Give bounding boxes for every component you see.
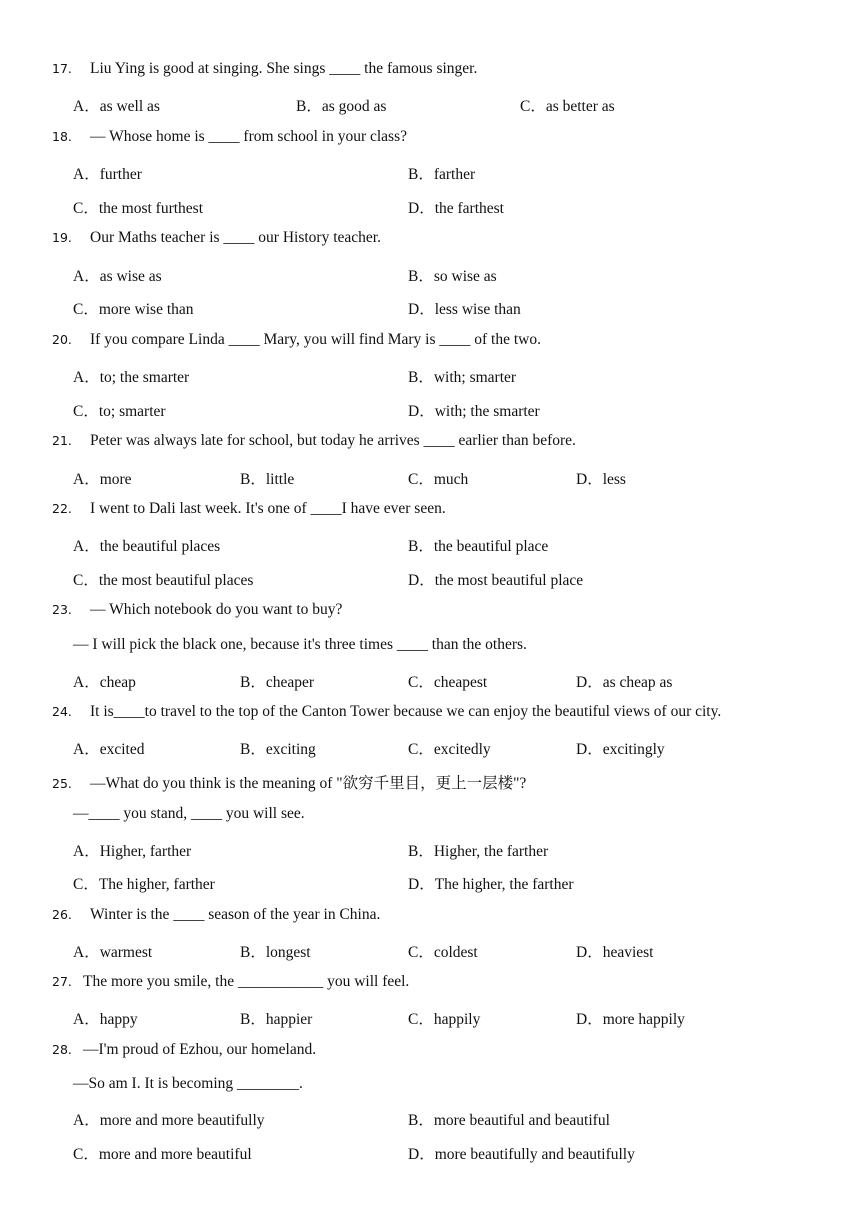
option-b[interactable]: B．happier [240,1011,313,1028]
option-c[interactable]: C．more and more beautiful [73,1146,252,1163]
question-number: 17. [52,61,72,76]
question-stem: — Which notebook do you want to buy? [90,601,343,618]
option-d[interactable]: D．with; the smarter [408,403,540,420]
question-17 [52,60,477,78]
question-stem: —What do you think is the meaning of "欲穷千里目，更上一层楼"? [90,775,527,792]
option-a[interactable]: A．further [73,166,142,183]
option-d[interactable]: D．excitingly [576,741,665,758]
question-26 [52,906,380,924]
question-number: 22. [52,501,72,516]
option-d[interactable]: D．The higher, the farther [408,876,574,893]
option-b[interactable]: B．longest [240,944,311,961]
option-c[interactable]: C．excitedly [408,741,491,758]
option-d[interactable]: D．as cheap as [576,674,673,691]
option-c[interactable]: C．to; smarter [73,403,166,420]
question-24 [52,703,721,721]
option-b[interactable]: B．farther [408,166,476,183]
question-21 [52,432,576,450]
option-b[interactable]: B．so wise as [408,268,497,285]
option-d[interactable]: D．less wise than [408,301,521,318]
question-27 [52,973,409,991]
question-stem: I went to Dali last week. It's one of ____I have ever seen. [90,500,446,517]
question-number: 26. [52,907,72,922]
question-number: 27. [52,974,72,989]
question-stem: If you compare Linda ____ Mary, you will find Mary is ____ of the two. [90,331,541,348]
option-b[interactable]: B．little [240,471,295,488]
option-b[interactable]: B．Higher, the farther [408,843,549,860]
question-18 [52,128,407,146]
question-19 [52,229,381,247]
question-20 [52,331,541,349]
question-22 [52,500,446,518]
question-stem: Our Maths teacher is ____ our History teacher. [90,229,381,246]
option-a[interactable]: A．more and more beautifully [73,1112,265,1129]
option-c[interactable]: C．much [408,471,469,488]
option-d[interactable]: D．the farthest [408,200,504,217]
question-number: 21. [52,433,72,448]
option-b[interactable]: B．with; smarter [408,369,517,386]
option-a[interactable]: A．happy [73,1011,138,1028]
option-a[interactable]: A．as well as [73,98,160,115]
question-stem: —I'm proud of Ezhou, our homeland. [83,1041,317,1058]
option-c[interactable]: C．cheapest [408,674,488,691]
question-stem: Peter was always late for school, but today he arrives ____ earlier than before. [90,432,576,449]
question-25 [52,771,526,793]
question-line-2: —So am I. It is becoming ________. [73,1075,303,1092]
question-stem: — Whose home is ____ from school in your class? [90,128,407,145]
option-c[interactable]: C．coldest [408,944,478,961]
option-a[interactable]: A．warmest [73,944,153,961]
option-c[interactable]: C．happily [408,1011,481,1028]
question-number: 25. [52,776,72,791]
question-stem: It is____to travel to the top of the Canton Tower because we can enjoy the beautiful views of our city. [90,703,722,720]
option-a[interactable]: A．cheap [73,674,136,691]
option-d[interactable]: D．more happily [576,1011,685,1028]
option-c[interactable]: C．the most beautiful places [73,572,254,589]
question-line-2: — I will pick the black one, because it's three times ____ than the others. [73,636,527,653]
question-number: 24. [52,704,72,719]
option-b[interactable]: B．more beautiful and beautiful [408,1112,610,1129]
question-number: 28. [52,1042,72,1057]
question-line-2: —____ you stand, ____ you will see. [73,805,305,822]
option-b[interactable]: B．cheaper [240,674,315,691]
question-number: 19. [52,230,72,245]
option-d[interactable]: D．heaviest [576,944,654,961]
option-b[interactable]: B．exciting [240,741,316,758]
option-b[interactable]: B．as good as [296,98,387,115]
option-d[interactable]: D．the most beautiful place [408,572,584,589]
question-28 [52,1041,316,1059]
question-stem: Winter is the ____ season of the year in China. [90,906,381,923]
question-number: 20. [52,332,72,347]
question-number: 23. [52,602,72,617]
option-c[interactable]: C．more wise than [73,301,194,318]
option-c[interactable]: C．the most furthest [73,200,204,217]
option-d[interactable]: D．less [576,471,626,488]
option-a[interactable]: A．to; the smarter [73,369,190,386]
question-stem: The more you smile, the ___________ you will feel. [83,973,410,990]
option-c[interactable]: C．The higher, farther [73,876,215,893]
option-b[interactable]: B．the beautiful place [408,538,549,555]
question-23 [52,601,342,619]
option-d[interactable]: D．more beautifully and beautifully [408,1146,635,1163]
option-a[interactable]: A．Higher, farther [73,843,192,860]
option-a[interactable]: A．the beautiful places [73,538,221,555]
option-a[interactable]: A．as wise as [73,268,162,285]
option-c[interactable]: C．as better as [520,98,615,115]
question-number: 18. [52,129,72,144]
option-a[interactable]: A．more [73,471,132,488]
option-a[interactable]: A．excited [73,741,145,758]
question-stem: Liu Ying is good at singing. She sings ____ the famous singer. [90,60,478,77]
